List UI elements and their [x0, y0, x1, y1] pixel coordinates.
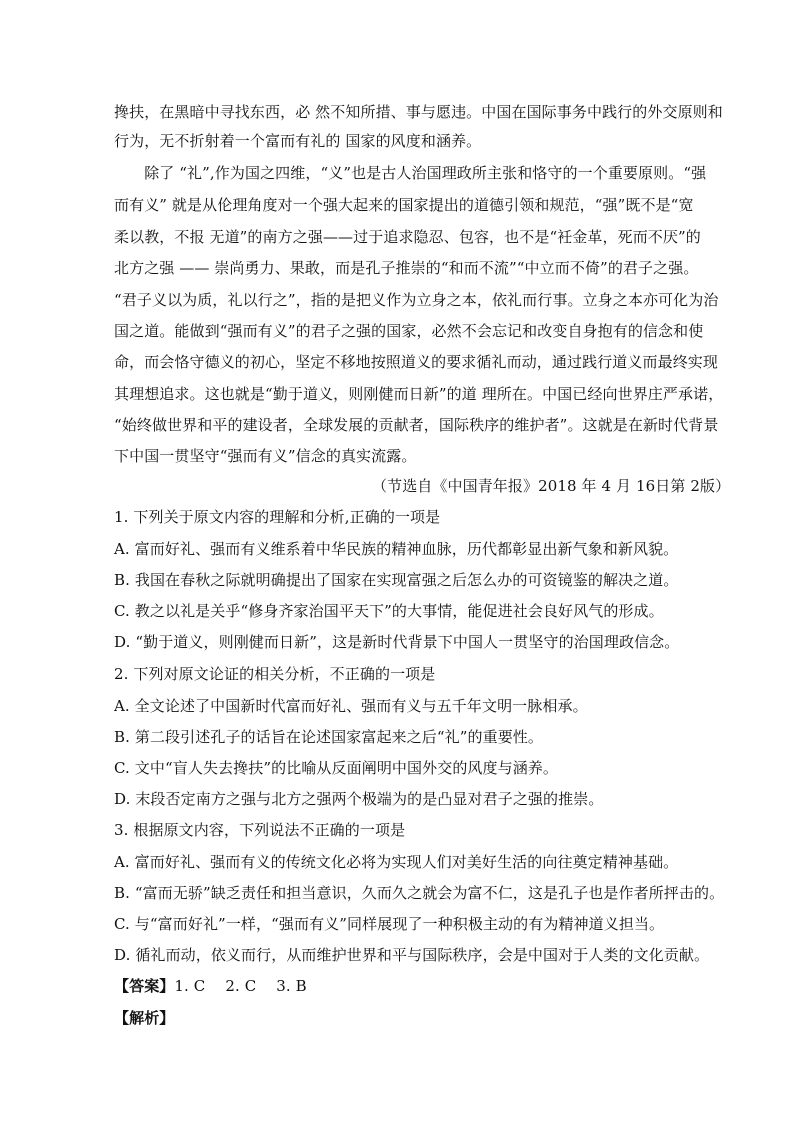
passage-line: 搀扶，在黑暗中寻找东西，必 然不知所措、事与愿违。中国在国际事务中践行的外交原则和: [114, 103, 723, 121]
question-stem: 2. 下列对原文论证的相关分析，不正确的一项是: [114, 665, 436, 683]
passage-line: “始终做世界和平的建设者，全球发展的贡献者，国际秩序的维护者”。这就是在新时代背景: [114, 416, 719, 434]
question-stem: 1. 下列关于原文内容的理解和分析,正确的一项是: [114, 508, 441, 526]
question-option: D. 末段否定南方之强与北方之强两个极端为的是凸显对君子之强的推崇。: [114, 790, 604, 808]
passage-line: 命，而会恪守德义的初心，坚定不移地按照道义的要求循礼而动，通过践行道义而最终实现: [114, 353, 719, 371]
question-option: B. 我国在春秋之际就明确提出了国家在实现富强之后怎么办的可资镜鉴的解决之道。: [114, 571, 679, 589]
question-option: B. 第二段引述孔子的话旨在论述国家富起来之后“礼”的重要性。: [114, 728, 543, 746]
passage-line: 柔以教，不报 无道”的南方之强——过于追求隐忍、包容，也不是“衽金革，死而不厌”的: [114, 228, 701, 246]
question-option: A. 富而好礼、强而有义的传统文化必将为实现人们对美好生活的向往奠定精神基础。: [114, 853, 679, 871]
passage-line: 行为，无不折射着一个富而有礼的 国家的风度和涵养。: [114, 132, 482, 150]
question-option: B. “富而无骄”缺乏责任和担当意识，久而久之就会为富不仁，这是孔子也是作者所抨击的。: [114, 884, 725, 902]
passage-line: 国之道。能做到“强而有义”的君子之强的国家，必然不会忘记和改变自身抱有的信念和使: [114, 322, 704, 340]
answer-line: [114, 976, 307, 996]
passage-line: 其理想追求。这也就是“勤于道义，则刚健而日新”的道 理所在。中国已经向世界庄严承诺，: [114, 385, 724, 403]
passage-line: 下中国一贯坚守“强而有义”信念的真实流露。: [114, 447, 417, 465]
question-option: A. 全文论述了中国新时代富而好礼、强而有义与五千年文明一脉相承。: [114, 697, 588, 715]
answer-label: 【答案】: [114, 977, 175, 995]
passage-line: 除了 “礼”,作为国之四维，“义”也是古人治国理政所主张和恪守的一个重要原则。“强: [114, 164, 707, 182]
answer-text: 1. C 2. C 3. B: [174, 977, 307, 995]
question-option: D. 循礼而动，依义而行，从而维护世界和平与国际秩序，会是中国对于人类的文化贡献。: [114, 946, 710, 964]
passage-line: 而有义” 就是从伦理角度对一个强大起来的国家提出的道德引领和规范，“强”既不是“宽: [114, 196, 694, 214]
analysis-label: 【解析】: [114, 1009, 175, 1027]
passage-line: 北方之强 —— 崇尚勇力、果敢，而是孔子推崇的“和而不流”“中立而不倚”的君子之强。: [114, 259, 699, 277]
question-option: D. “勤于道义，则刚健而日新”，这是新时代背景下中国人一贯坚守的治国理政信念。: [114, 633, 680, 651]
source-citation: （节选自《中国青年报》2018 年 4 月 16日第 2版）: [372, 477, 731, 495]
question-option: C. 与“富而好礼”一样，“强而有义”同样展现了一种积极主动的有为精神道义担当。: [114, 915, 665, 933]
question-option: A. 富而好礼、强而有义维系着中华民族的精神血脉，历代都彰显出新气象和新风貌。: [114, 540, 679, 558]
question-option: C. 文中“盲人失去搀扶”的比喻从反面阐明中国外交的风度与涵养。: [114, 759, 559, 777]
question-option: C. 教之以礼是关乎“修身齐家治国平天下”的大事情，能促进社会良好风气的形成。: [114, 602, 664, 620]
passage-line: “君子义以为质，礼以行之”，指的是把义作为立身之本，依礼而行事。立身之本亦可化为治: [114, 291, 719, 309]
question-stem: 3. 根据原文内容，下列说法不正确的一项是: [114, 821, 406, 839]
